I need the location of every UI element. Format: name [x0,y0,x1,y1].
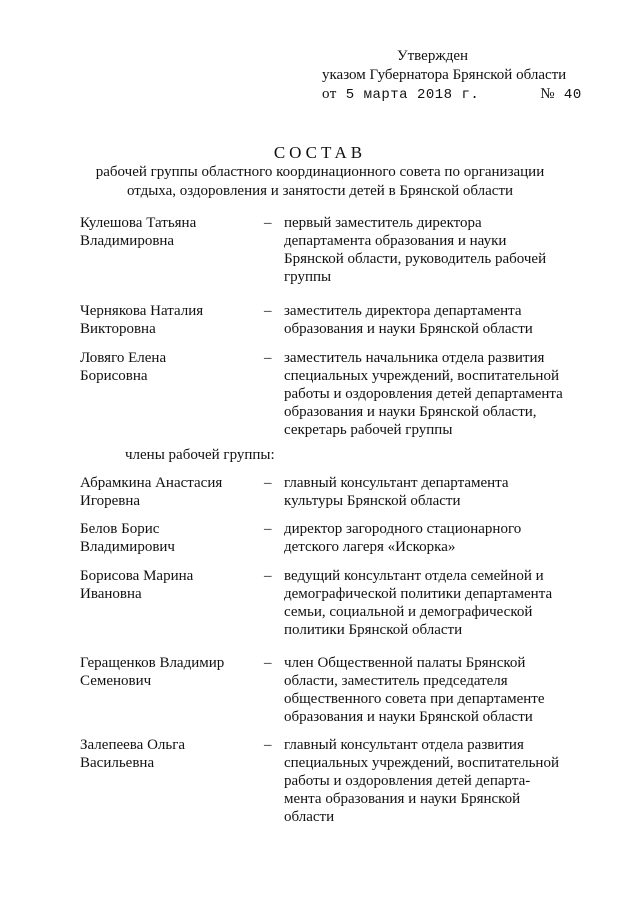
dash-separator: – [264,521,272,537]
approval-number-label: № [540,86,556,102]
dash-separator: – [264,655,272,671]
person-name: Белов Борис Владимирович [80,521,175,555]
dash-separator: – [264,350,272,366]
dash-separator: – [264,475,272,491]
person-name: Кулешова Татьяна Владимировна [80,215,197,249]
dash-separator: – [264,568,272,584]
approval-date-line [322,85,582,105]
person-role: заместитель директора департамента образования и науки Брянской области [284,303,533,337]
person-role: директор загородного стационарного детского лагеря «Искорка» [284,521,522,555]
approval-date: 5 марта 2018 г. [345,87,480,103]
person-name: Залепеева Ольга Васильевна [80,737,186,771]
approval-number: 40 [563,87,582,103]
approval-block [322,47,582,105]
person-name: Ловяго Елена Борисовна [80,350,167,384]
person-role: заместитель начальника отдела развития специальных учреждений, воспитательной работы и оздоровления детей департамента образования и науки Брянской области, секретарь рабочей группы [284,350,563,438]
dash-separator: – [264,303,272,319]
document-subtitle: рабочей группы областного координационного совета по организации отдыха, оздоровления и занятости детей в Брянской области [95,164,545,199]
approval-title: Утвержден [397,48,469,64]
person-role: главный консультант департамента культуры Брянской области [284,475,509,509]
approval-prefix: от [322,86,337,102]
person-name: Абрамкина Анастасия Игоревна [80,475,223,509]
person-role: первый заместитель директора департамента образования и науки Брянской области, руководитель рабочей группы [284,215,547,285]
approval-authority: указом Губернатора Брянской области [322,67,567,83]
dash-separator: – [264,737,272,753]
person-role: ведущий консультант отдела семейной и демографической политики департамента семьи, социальной и демографической политики Брянской области [284,568,553,638]
person-name: Борисова Марина Ивановна [80,568,194,602]
document-title: СОСТАВ [273,143,367,162]
person-name: Геращенков Владимир Семенович [80,655,225,689]
person-role: главный консультант отдела развития специальных учреждений, воспитательной работы и оздоровления детей департа- мента образования и науки Брянской области [284,737,559,825]
person-name: Чернякова Наталия Викторовна [80,303,204,337]
dash-separator: – [264,215,272,231]
person-role: член Общественной палаты Брянской области, заместитель председателя общественного совета при департаменте образования и науки Брянской области [284,655,545,725]
members-heading: члены рабочей группы: [125,447,275,463]
